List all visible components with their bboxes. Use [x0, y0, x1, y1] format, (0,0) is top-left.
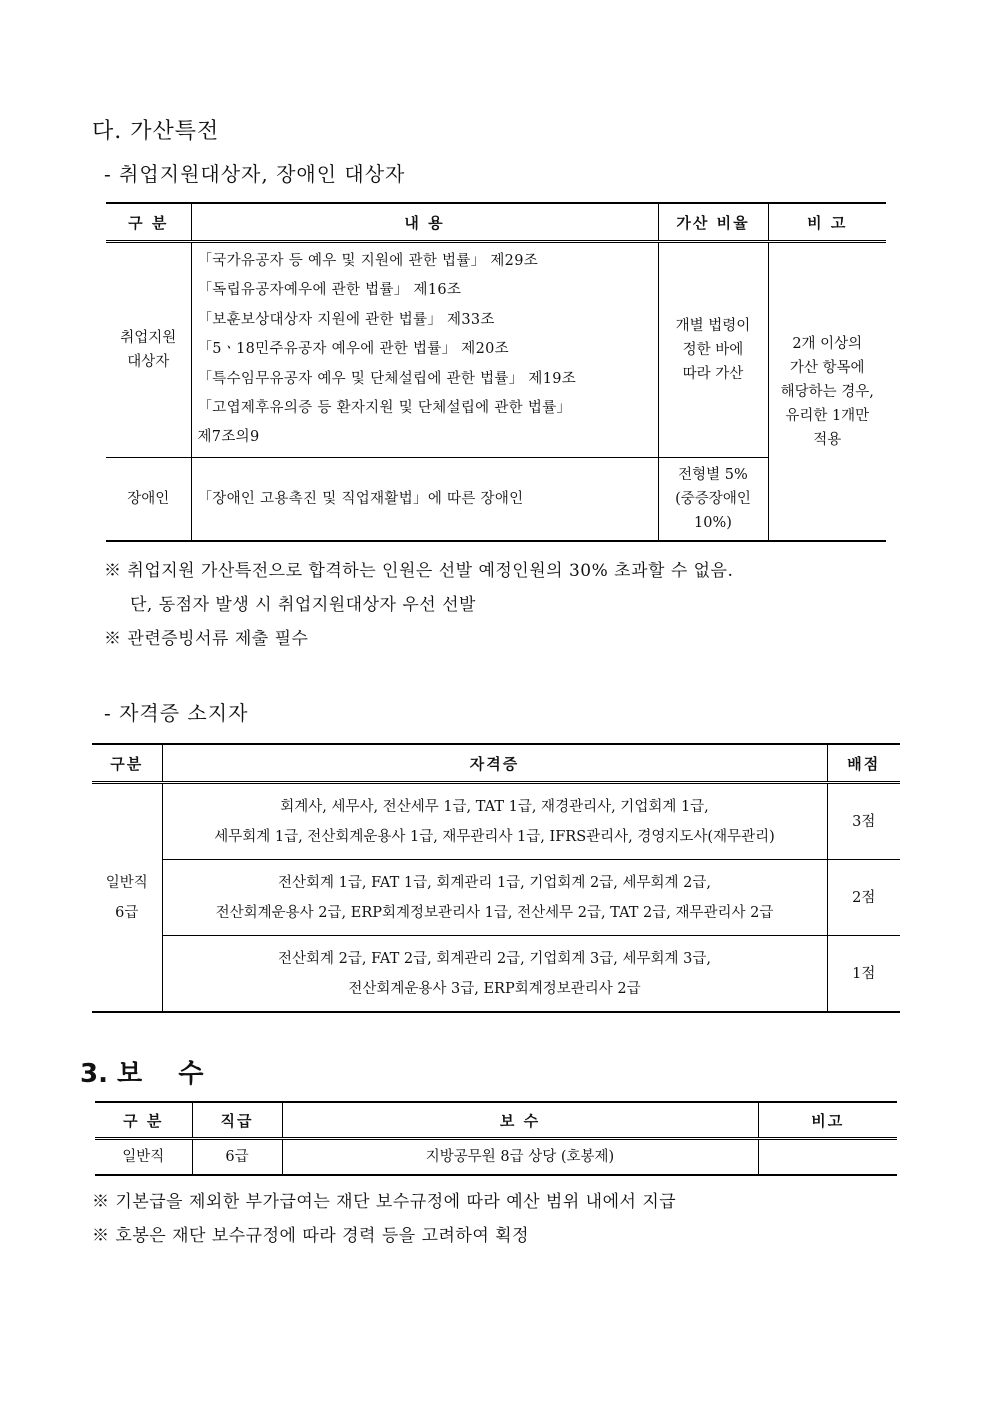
header-category: 구 분	[106, 203, 191, 242]
header-grade: 직급	[192, 1102, 282, 1139]
ratio-cell: 개별 법령이 정한 바에 따라 가산	[658, 242, 768, 458]
ratio-cell: 전형별 5% (중증장애인 10%)	[658, 457, 768, 541]
certificate-table	[92, 743, 900, 1013]
note-item: ※ 관련증빙서류 제출 필수	[104, 629, 309, 649]
certificate-cell: 전산회계 1급, FAT 1급, 회계관리 1급, 기업회계 2급, 세무회계 2급, 전산회계운용사 2급, ERP회계정보관리사 1급, 전산세무 2급, TAT 2급, 재무관리사 2급	[162, 860, 827, 936]
score-cell: 1점	[827, 936, 900, 1013]
category-cell: 일반직	[95, 1139, 192, 1176]
bonus-table	[106, 202, 886, 542]
score-cell: 3점	[827, 783, 900, 860]
law-item: 「보훈보상대상자 지원에 관한 법률」 제33조	[197, 311, 495, 328]
subsection-title: - 자격증 소지자	[104, 701, 249, 725]
header-salary: 보 수	[282, 1102, 758, 1139]
law-item: 제7조의9	[197, 429, 260, 446]
section-title: 다. 가산특전	[92, 119, 220, 144]
header-certificate: 자격증	[162, 744, 827, 783]
header-score: 배점	[827, 744, 900, 783]
certificate-cell: 전산회계 2급, FAT 2급, 회계관리 2급, 기업회계 3급, 세무회계 3급, 전산회계운용사 3급, ERP회계정보관리사 2급	[162, 936, 827, 1013]
law-item: 「고엽제후유의증 등 환자지원 및 단체설립에 관한 법률」	[197, 400, 572, 417]
header-category: 구분	[92, 744, 162, 783]
category-cell: 장애인	[106, 457, 191, 541]
grade-cell: 6급	[192, 1139, 282, 1176]
subsection-title: - 취업지원대상자, 장애인 대상자	[104, 162, 406, 186]
note-item: 단, 동점자 발생 시 취업지원대상자 우선 선발	[130, 595, 476, 615]
certificate-cell: 회계사, 세무사, 전산세무 1급, TAT 1급, 재경관리사, 기업회계 1급, 세무회계 1급, 전산회계운용사 1급, 재무관리사 1급, IFRS관리사, 경영지도사(재무관리)	[162, 783, 827, 860]
score-cell: 2점	[827, 860, 900, 936]
laws-cell	[191, 242, 658, 458]
law-item: 「독립유공자예우에 관한 법률」 제16조	[197, 282, 462, 299]
law-item: 「5ㆍ18민주유공자 예우에 관한 법률」 제20조	[197, 341, 509, 358]
law-item: 「국가유공자 등 예우 및 지원에 관한 법률」 제29조	[197, 253, 539, 269]
salary-cell: 지방공무원 8급 상당 (호봉제)	[282, 1139, 758, 1176]
category-cell: 취업지원 대상자	[106, 242, 191, 458]
header-remark: 비고	[758, 1102, 897, 1139]
remark-cell	[758, 1139, 897, 1176]
header-ratio: 가산 비율	[658, 203, 768, 242]
content-cell: 「장애인 고용촉진 및 직업재활법」에 따른 장애인	[191, 457, 658, 541]
header-content: 내 용	[191, 203, 658, 242]
note-item: ※ 호봉은 재단 보수규정에 따라 경력 등을 고려하여 획정	[92, 1226, 530, 1246]
section-title: 3. 보 수	[80, 1059, 204, 1089]
salary-table	[95, 1101, 897, 1176]
header-category: 구 분	[95, 1102, 192, 1139]
category-cell: 일반직 6급	[92, 783, 162, 1013]
header-remark: 비 고	[768, 203, 886, 242]
remark-cell: 2개 이상의 가산 항목에 해당하는 경우, 유리한 1개만 적용	[768, 242, 886, 542]
note-item: ※ 기본급을 제외한 부가급여는 재단 보수규정에 따라 예산 범위 내에서 지급	[92, 1192, 677, 1212]
law-item: 「특수임무유공자 예우 및 단체설립에 관한 법률」 제19조	[197, 370, 577, 387]
note-item: ※ 취업지원 가산특전으로 합격하는 인원은 선발 예정인원의 30% 초과할 수 없음.	[104, 561, 734, 581]
